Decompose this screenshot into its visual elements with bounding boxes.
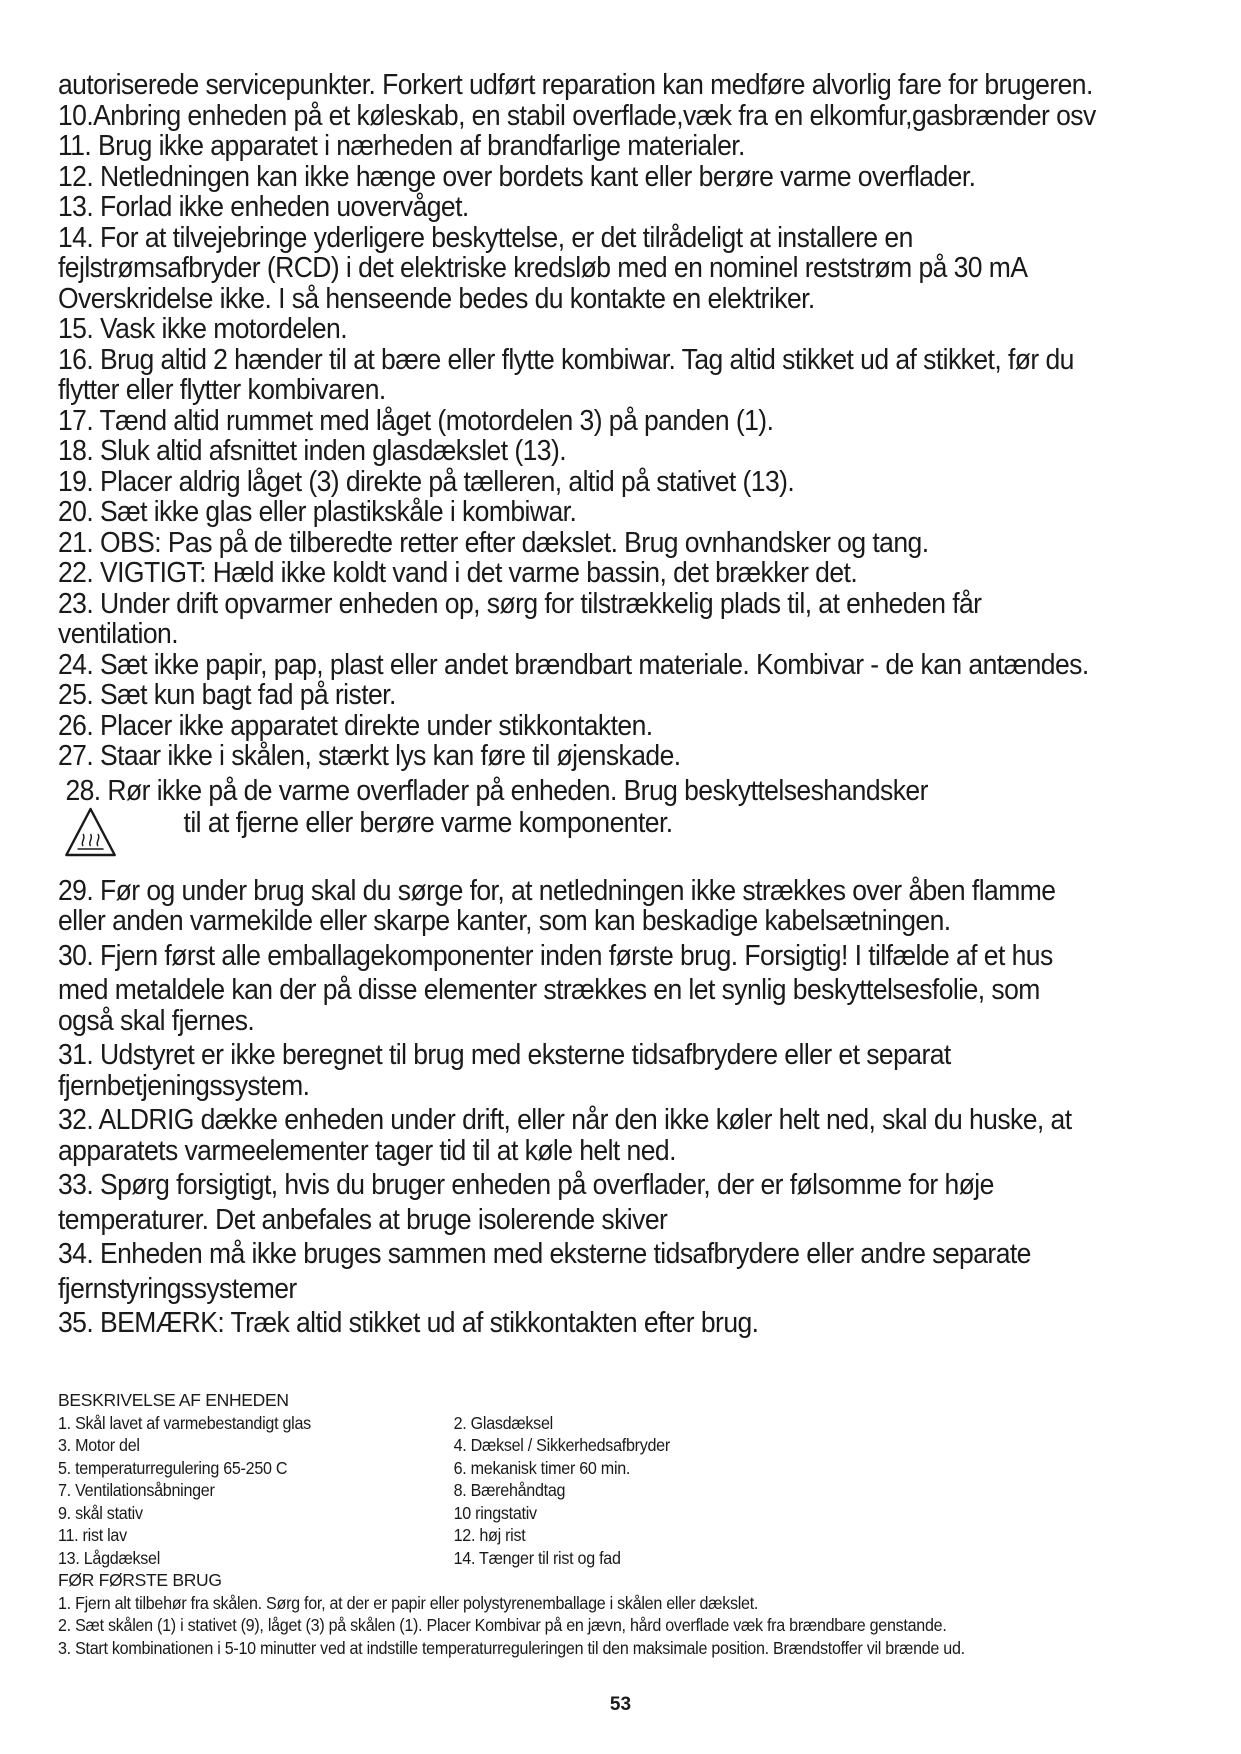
text-line: med metaldele kan der på disse elementer strækkes en let synlig beskyttelsesfolie, som [58,974,1040,1006]
text-line: 21. OBS: Pas på de tilberedte retter efter dækslet. Brug ovnhandsker og tang. [58,526,929,559]
text-line: autoriserede servicepunkter. Forkert udført reparation kan medføre alvorlig fare for brugeren. [58,69,1093,101]
text-line: 31. Udstyret er ikke beregnet til brug med eksterne tidsafbrydere eller et separat [58,1039,951,1071]
text-line: 24. Sæt ikke papir, pap, plast eller andet brændbart materiale. Kombivar - de kan antændes. [58,648,1089,681]
hot-surface-warning [58,772,1109,876]
text-line: 10.Anbring enheden på et køleskab, en stabil overflade,væk fra en elkomfur,gasbrænder osv [58,99,1096,132]
first-use-step: 2. Sæt skålen (1) i stativet (9), låget (3) på skålen (1). Placer Kombivar på en jævn, hård overflade væk fra brændbare genstande. [58,1615,947,1635]
text-line: 32. ALDRIG dække enheden under drift, eller når den ikke køler helt ned, skal du huske, at [58,1104,1072,1136]
part-item: 10 ringstativ [453,1502,537,1523]
part-item: 6. mekanisk timer 60 min. [453,1457,631,1478]
part-item: 4. Dæksel / Sikkerhedsafbryder [453,1435,670,1455]
text-line: flytter eller flytter kombivaren. [58,374,386,406]
page-number: 53 [609,1694,632,1715]
hot-surface-warning-icon [64,806,118,858]
text-line: ventilation. [58,618,179,650]
text-line: 20. Sæt ikke glas eller plastikskåle i kombiwar. [58,496,577,528]
text-line: 25. Sæt kun bagt fad på rister. [58,679,396,711]
part-item: 7. Ventilationsåbninger [58,1480,215,1500]
text-line: 26. Placer ikke apparatet direkte under stikkontakten. [58,709,653,742]
text-line: apparatets varmeelementer tager tid til at køle helt ned. [58,1134,676,1167]
text-line: 27. Staar ikke i skålen, stærkt lys kan føre til øjenskade. [58,740,681,772]
text-line: fjernstyringssystemer [58,1272,297,1305]
part-item: 11. rist lav [58,1525,127,1545]
text-line: 33. Spørg forsigtigt, hvis du bruger enheden på overflader, der er følsomme for høje [58,1169,994,1201]
text-line: 12. Netledningen kan ikke hænge over bordets kant eller berøre varme overflader. [58,160,976,193]
part-item: 9. skål stativ [58,1502,143,1523]
first-use-steps [58,1592,1188,1660]
text-line: 14. For at tilvejebringe yderligere beskyttelse, er det tilrådeligt at installere en [58,221,913,254]
text-line: fejlstrømsafbryder (RCD) i det elektriske kredsløb med en nominel reststrøm på 30 mA [58,252,1028,284]
first-use-heading: FØR FØRSTE BRUG [58,1570,222,1590]
part-item: 8. Bærehåndtag [453,1480,566,1500]
text-line: 17. Tænd altid rummet med låget (motordelen 3) på panden (1). [58,404,774,437]
part-item: 13. Lågdæksel [58,1547,161,1568]
part-item: 5. temperaturregulering 65-250 C [58,1457,288,1478]
text-line: temperaturer. Det anbefales at bruge isolerende skiver [58,1203,668,1236]
description-heading: BESKRIVELSE AF ENHEDEN [58,1390,289,1410]
text-line: 15. Vask ikke motordelen. [58,313,348,345]
first-use-step: 1. Fjern alt tilbehør fra skålen. Sørg for, at der er papir eller polystyrenemballage i skålen eller dækslet. [58,1592,759,1613]
text-line: 13. Forlad ikke enheden uovervåget. [58,191,469,223]
text-line: 34. Enheden må ikke bruges sammen med eksterne tidsafbrydere eller andre separate [58,1238,1031,1270]
text-line: 35. BEMÆRK: Træk altid stikket ud af stikkontakten efter brug. [58,1307,759,1339]
part-item: 2. Glasdæksel [453,1412,553,1433]
text-line: også skal fjernes. [58,1004,255,1037]
part-item: 12. høj rist [453,1525,526,1545]
device-description [58,1389,1188,1659]
text-line: 18. Sluk altid afsnittet inden glasdækslet (13). [58,435,567,467]
text-line: fjernbetjeningssystem. [58,1069,310,1102]
text-line: 29. Før og under brug skal du sørge for, at netledningen ikke strækkes over åben flamme [58,874,1056,907]
text-line: eller anden varmekilde eller skarpe kanter, som kan beskadige kabelsætningen. [58,905,951,937]
warning-line-1: 28. Rør ikke på de varme overflader på enheden. Brug beskyttelseshandsker [65,774,928,807]
text-line: 11. Brug ikke apparatet i nærheden af brandfarlige materialer. [58,130,745,162]
text-line: 23. Under drift opvarmer enheden op, sørg for tilstrækkelig plads til, at enheden får [58,587,982,620]
part-item: 14. Tænger til rist og fad [453,1547,621,1568]
text-line: 16. Brug altid 2 hænder til at bære eller flytte kombiwar. Tag altid stikket ud af stikket, før du [58,343,1074,376]
warning-line-2: til at fjerne eller berøre varme komponenter. [183,806,673,839]
safety-instructions [58,70,1109,1339]
text-line: 30. Fjern først alle emballagekomponenter inden første brug. Forsigtig! I tilfælde af et hus [58,939,1053,972]
first-use-step: 3. Start kombinationen i 5-10 minutter ved at indstille temperaturreguleringen til den maksimale position. Brændstoffer vil brænde ud. [58,1637,965,1658]
part-item: 3. Motor del [58,1435,140,1455]
text-line: 19. Placer aldrig låget (3) direkte på tælleren, altid på stativet (13). [58,465,795,498]
parts-list [58,1412,1098,1570]
text-line: 22. VIGTIGT: Hæld ikke koldt vand i det varme bassin, det brækker det. [58,557,858,589]
text-line: Overskridelse ikke. I så henseende bedes du kontakte en elektriker. [58,282,815,315]
part-item: 1. Skål lavet af varmebestandigt glas [58,1412,311,1433]
